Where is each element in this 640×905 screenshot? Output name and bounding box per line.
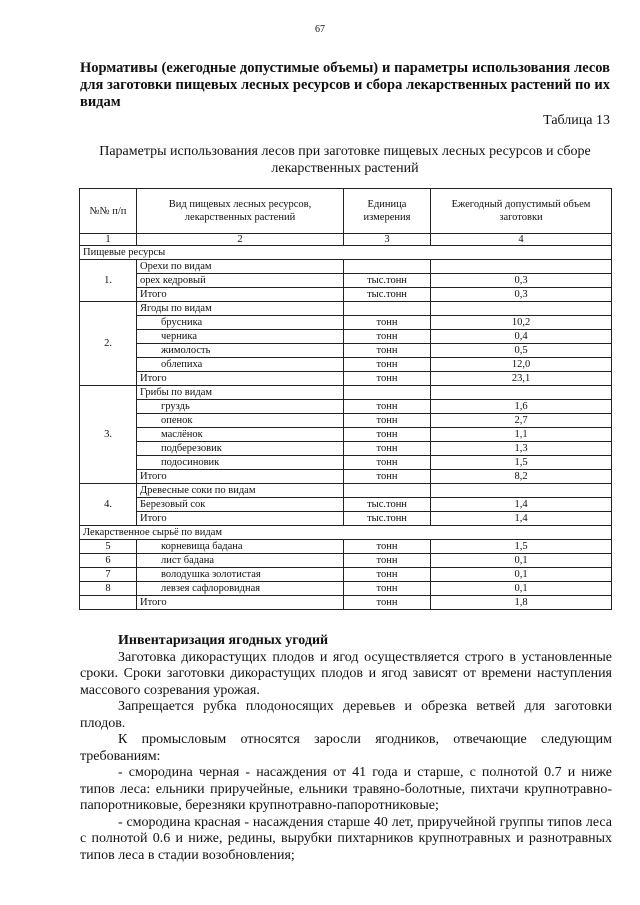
document-heading: Нормативы (ежегодные допустимые объемы) и параметры использования лесов для заготовки пищевых лесных ресурсов и сбора лекарственных растений по их видам <box>80 60 610 110</box>
table-row <box>80 498 612 512</box>
resource-name: лист бадана <box>137 554 344 568</box>
table-row <box>80 428 612 442</box>
resource-name: подосиновик <box>137 456 344 470</box>
value-cell: 0,5 <box>431 344 612 358</box>
section-row <box>80 246 612 260</box>
body-paragraphs <box>80 650 612 865</box>
unit-cell <box>344 260 431 274</box>
resource-name: черника <box>137 330 344 344</box>
unit-cell: тыс.тонн <box>344 274 431 288</box>
column-number: 2 <box>137 234 344 246</box>
value-cell: 0,1 <box>431 568 612 582</box>
table-row <box>80 316 612 330</box>
unit-cell: тонн <box>344 358 431 372</box>
table-row <box>80 540 612 554</box>
value-cell <box>431 484 612 498</box>
resource-name: орех кедровый <box>137 274 344 288</box>
group-title: Ягоды по видам <box>137 302 344 316</box>
row-number: 6 <box>80 554 137 568</box>
header-unit: Единица измерения <box>344 189 431 234</box>
body-text <box>80 633 612 864</box>
total-row <box>80 372 612 386</box>
unit-cell <box>344 386 431 400</box>
row-number <box>80 596 137 610</box>
column-number-row <box>80 234 612 246</box>
header-volume: Ежегодный допустимый объем заготовки <box>431 189 612 234</box>
resource-name: жимолость <box>137 344 344 358</box>
parameters-table <box>79 188 612 610</box>
unit-cell <box>344 302 431 316</box>
table-row <box>80 274 612 288</box>
total-row <box>80 288 612 302</box>
value-cell: 1,3 <box>431 442 612 456</box>
group-title-row <box>80 386 612 400</box>
table-row <box>80 358 612 372</box>
value-cell <box>431 386 612 400</box>
value-cell: 1,5 <box>431 456 612 470</box>
table-caption: Параметры использования лесов при заготовке пищевых лесных ресурсов и сборе лекарственных растений <box>99 144 591 176</box>
resource-name: корневища бадана <box>137 540 344 554</box>
unit-cell <box>344 484 431 498</box>
table-row <box>80 330 612 344</box>
unit-cell: тонн <box>344 344 431 358</box>
unit-cell: тыс.тонн <box>344 512 431 526</box>
group-number: 2. <box>80 302 137 386</box>
unit-cell: тонн <box>344 330 431 344</box>
table-row <box>80 456 612 470</box>
resource-name: левзея сафлоровидная <box>137 582 344 596</box>
table-row <box>80 400 612 414</box>
table-row <box>80 582 612 596</box>
value-cell: 0,3 <box>431 274 612 288</box>
unit-cell: тонн <box>344 540 431 554</box>
total-label: Итого <box>137 470 344 484</box>
value-cell: 12,0 <box>431 358 612 372</box>
header-num: №№ п/п <box>80 189 137 234</box>
unit-cell: тыс.тонн <box>344 498 431 512</box>
group-title: Древесные соки по видам <box>137 484 344 498</box>
total-row <box>80 512 612 526</box>
table-row <box>80 414 612 428</box>
value-cell: 2,7 <box>431 414 612 428</box>
group-number: 3. <box>80 386 137 484</box>
body-subheading: Инвентаризация ягодных угодий <box>118 633 329 648</box>
row-number: 7 <box>80 568 137 582</box>
value-cell: 0,3 <box>431 288 612 302</box>
header-kind: Вид пищевых лесных ресурсов, лекарственных растений <box>137 189 344 234</box>
value-cell: 23,1 <box>431 372 612 386</box>
total-label: Итого <box>137 512 344 526</box>
body-paragraph: Заготовка дикорастущих плодов и ягод осуществляется строго в установленные сроки. Сроки заготовки дикорастущих плодов и ягод зависят от времени наступления массового созревания урожая. <box>80 649 612 698</box>
table-row <box>80 554 612 568</box>
group-title: Орехи по видам <box>137 260 344 274</box>
table-row <box>80 344 612 358</box>
table-label: Таблица 13 <box>543 113 610 128</box>
unit-cell: тонн <box>344 596 431 610</box>
group-number: 4. <box>80 484 137 526</box>
resource-name: подберезовик <box>137 442 344 456</box>
resource-name: груздь <box>137 400 344 414</box>
resource-name: облепиха <box>137 358 344 372</box>
resource-name: маслёнок <box>137 428 344 442</box>
unit-cell: тонн <box>344 316 431 330</box>
page-number: 67 <box>315 24 325 35</box>
row-number: 8 <box>80 582 137 596</box>
value-cell: 1,4 <box>431 512 612 526</box>
unit-cell: тонн <box>344 428 431 442</box>
body-paragraph: - смородина черная - насаждения от 41 года и старше, с полнотой 0.7 и ниже типов леса: ельники приручейные, ельники травяно-болотные, пихтачи крупнотравно-папоротниковые, березняки крупнотравно-папоротниковые; <box>80 765 612 813</box>
column-number: 3 <box>344 234 431 246</box>
table-row <box>80 568 612 582</box>
value-cell: 1,6 <box>431 400 612 414</box>
body-paragraph: Запрещается рубка плодоносящих деревьев и обрезка ветвей для заготовки плодов. <box>80 699 612 731</box>
unit-cell: тонн <box>344 442 431 456</box>
unit-cell: тыс.тонн <box>344 288 431 302</box>
column-number: 4 <box>431 234 612 246</box>
total-label: Итого <box>137 288 344 302</box>
unit-cell: тонн <box>344 582 431 596</box>
total-row <box>80 596 612 610</box>
unit-cell: тонн <box>344 414 431 428</box>
group-title-row <box>80 302 612 316</box>
table-header-row <box>80 189 612 234</box>
unit-cell: тонн <box>344 568 431 582</box>
body-paragraph: - смородина красная - насаждения старше 40 лет, приручейной группы типов леса с полнотой 0.6 и ниже, редины, вырубки пихтарников крупнотравных и разнотравных типов леса в стадии возобновления; <box>80 814 612 863</box>
value-cell: 0,4 <box>431 330 612 344</box>
table-body <box>80 234 612 610</box>
value-cell: 8,2 <box>431 470 612 484</box>
unit-cell: тонн <box>344 456 431 470</box>
value-cell: 1,8 <box>431 596 612 610</box>
unit-cell: тонн <box>344 470 431 484</box>
row-number: 5 <box>80 540 137 554</box>
resource-name: володушка золотистая <box>137 568 344 582</box>
section-row <box>80 526 612 540</box>
resource-name: опенок <box>137 414 344 428</box>
total-label: Итого <box>137 372 344 386</box>
section-label: Лекарственное сырьё по видам <box>80 526 612 540</box>
total-label: Итого <box>137 596 344 610</box>
group-title-row <box>80 484 612 498</box>
value-cell: 10,2 <box>431 316 612 330</box>
column-number: 1 <box>80 234 137 246</box>
unit-cell: тонн <box>344 554 431 568</box>
value-cell: 1,5 <box>431 540 612 554</box>
value-cell: 1,4 <box>431 498 612 512</box>
resource-name: брусника <box>137 316 344 330</box>
group-title: Грибы по видам <box>137 386 344 400</box>
unit-cell: тонн <box>344 372 431 386</box>
value-cell: 0,1 <box>431 554 612 568</box>
resource-name: Березовый сок <box>137 498 344 512</box>
unit-cell: тонн <box>344 400 431 414</box>
value-cell: 1,1 <box>431 428 612 442</box>
group-title-row <box>80 260 612 274</box>
total-row <box>80 470 612 484</box>
group-number: 1. <box>80 260 137 302</box>
body-paragraph: К промысловым относятся заросли ягодников, отвечающие следующим требованиям: <box>80 732 612 764</box>
section-label: Пищевые ресурсы <box>80 246 612 260</box>
value-cell: 0,1 <box>431 582 612 596</box>
value-cell <box>431 302 612 316</box>
value-cell <box>431 260 612 274</box>
table-row <box>80 442 612 456</box>
